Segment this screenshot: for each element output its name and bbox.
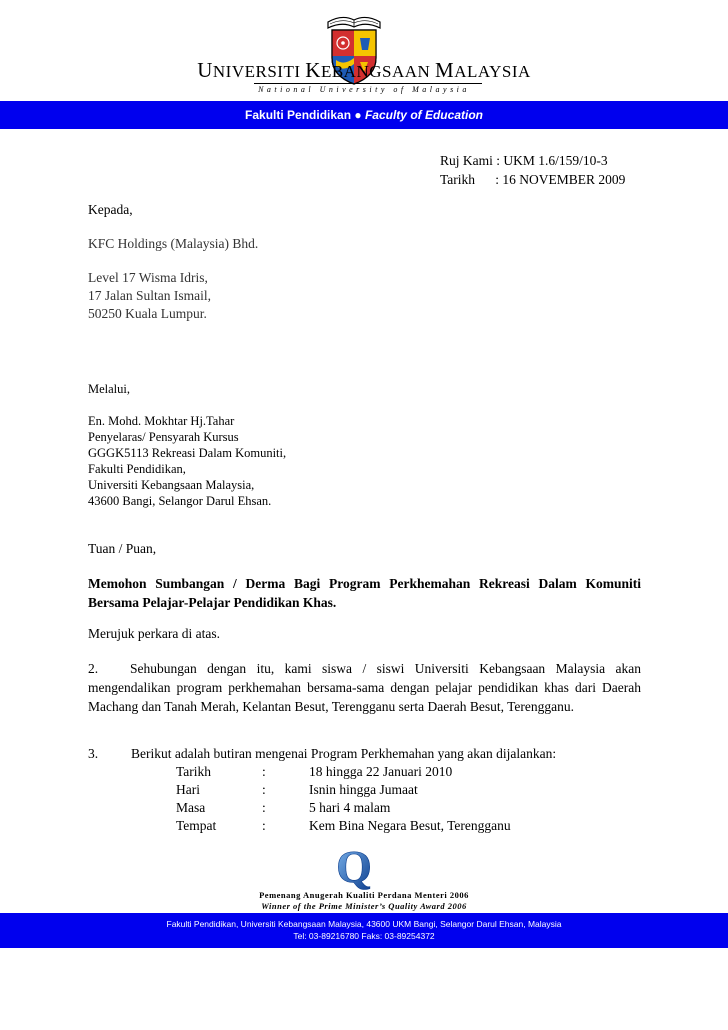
quality-award-logo: [330, 842, 378, 892]
detail-label: Tempat: [176, 818, 217, 833]
uni-word-3: ALAYSIA: [454, 62, 531, 81]
via-line: Fakulti Pendidikan,: [88, 462, 186, 476]
recipient-address-line: 50250 Kuala Lumpur.: [88, 306, 207, 321]
uni-initial-k: K: [305, 58, 321, 82]
paragraph-2-text: Sehubungan dengan itu, kami siswa / siswi Universiti Kebangsaan Malaysia akan mengendalikan program perkhemahan bersama-sama dengan pelajar pendidikan khas dari Daerah Machang dan Tanah Merah, Kelantan Besut, Terengganu serta Daerah Besut, Terengganu.: [88, 661, 641, 714]
salutation-to: Kepada,: [88, 202, 133, 217]
uni-initial-m: M: [435, 58, 455, 82]
recipient-company: KFC Holdings (Malaysia) Bhd.: [88, 236, 259, 251]
faculty-name-ms: Fakulti Pendidikan: [245, 108, 352, 122]
detail-separator: :: [262, 782, 266, 797]
university-subtitle: National University of Malaysia: [258, 85, 470, 94]
via-line: En. Mohd. Mokhtar Hj.Tahar: [88, 414, 235, 428]
detail-separator: :: [262, 800, 266, 815]
letter-subject: Memohon Sumbangan / Derma Bagi Program Perkhemahan Rekreasi Dalam Komuniti Bersama Pelajar-Pelajar Pendidikan Khas.: [88, 576, 641, 610]
university-name: [0, 58, 728, 83]
footer-address: Fakulti Pendidikan, Universiti Kebangsaan Malaysia, 43600 UKM Bangi, Selangor Darul Ehsan, Malaysia: [166, 919, 562, 929]
reference-number: Ruj Kami : UKM 1.6/159/10-3: [440, 153, 608, 168]
uni-word-1: NIVERSITI: [212, 62, 306, 81]
paragraph-2: [88, 659, 641, 716]
greeting: Tuan / Puan,: [88, 541, 157, 556]
paragraph-1: Merujuk perkara di atas.: [88, 626, 220, 641]
header-rule: [254, 83, 482, 84]
detail-value: 18 hingga 22 Januari 2010: [309, 764, 453, 779]
detail-separator: :: [262, 764, 266, 779]
detail-value: Kem Bina Negara Besut, Terengganu: [309, 818, 511, 833]
faculty-separator: ●: [351, 108, 365, 122]
via-line: Penyelaras/ Pensyarah Kursus: [88, 430, 239, 444]
detail-value: 5 hari 4 malam: [309, 800, 391, 815]
footer-contact: Tel: 03-89216780 Faks: 03-89254372: [293, 931, 435, 941]
paragraph-3-text: Berikut adalah butiran mengenai Program Perkhemahan yang akan dijalankan:: [131, 746, 557, 761]
quality-logo-letter: Q: [336, 842, 372, 892]
detail-label: Hari: [176, 782, 200, 797]
faculty-banner-text: [0, 108, 728, 122]
paragraph-3-number: 3.: [88, 746, 99, 761]
via-line: Universiti Kebangsaan Malaysia,: [88, 478, 255, 492]
award-text-ms: Pemenang Anugerah Kualiti Perdana Menteri 2006: [259, 890, 469, 900]
award-text-en: Winner of the Prime Minister’s Quality Award 2006: [261, 901, 467, 911]
uni-word-2: EBANGSAAN: [320, 62, 436, 81]
detail-value: Isnin hingga Jumaat: [309, 782, 418, 797]
via-line: GGGK5113 Rekreasi Dalam Komuniti,: [88, 446, 287, 460]
detail-separator: :: [262, 818, 266, 833]
faculty-name-en: Faculty of Education: [364, 108, 483, 122]
via-line: 43600 Bangi, Selangor Darul Ehsan.: [88, 494, 272, 508]
uni-initial-u: U: [197, 58, 213, 82]
recipient-address-line: 17 Jalan Sultan Ismail,: [88, 288, 211, 303]
reference-date: Tarikh : 16 NOVEMBER 2009: [440, 172, 626, 187]
detail-label: Masa: [176, 800, 206, 815]
paragraph-2-number: 2.: [88, 661, 99, 676]
recipient-address-line: Level 17 Wisma Idris,: [88, 270, 208, 285]
via-label: Melalui,: [88, 382, 131, 396]
detail-label: Tarikh: [176, 764, 212, 779]
